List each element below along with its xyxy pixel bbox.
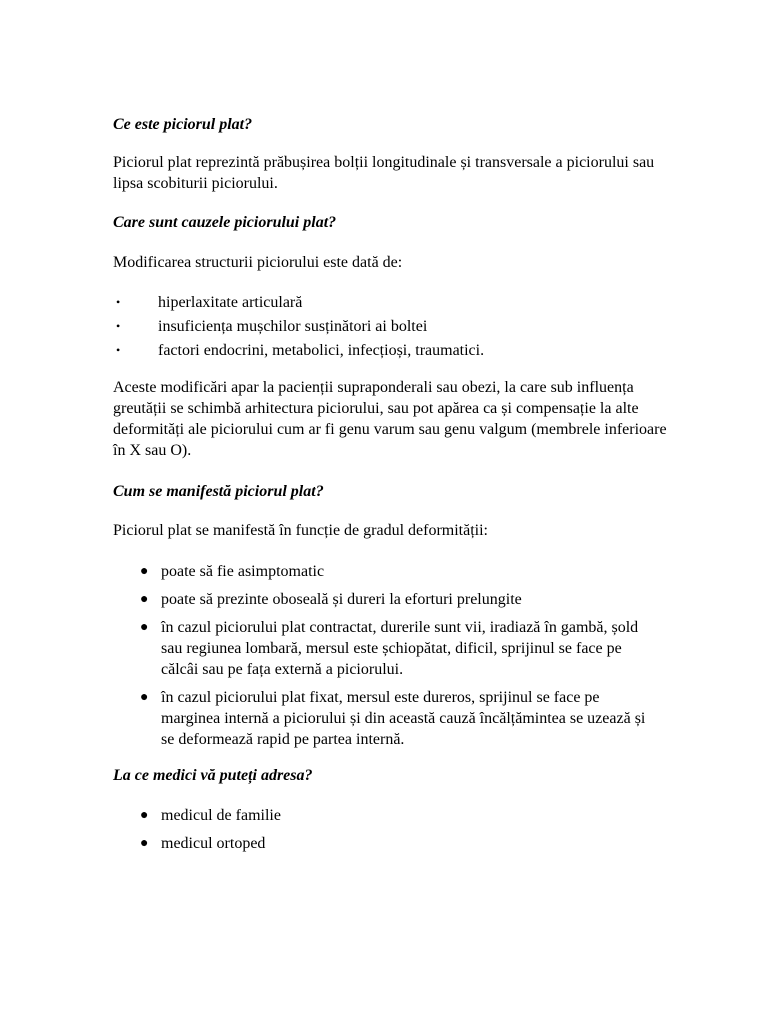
list-item-text: hiperlaxitate articulară (158, 294, 303, 311)
list-item-text: în cazul piciorului plat fixat, mersul este dureros, sprijinul se face pe marginea internă a piciorului și din această cauză încălțămintea se uzează și se deformează rapid pe partea internă. (161, 689, 646, 748)
bullet-icon: ● (140, 690, 149, 705)
paragraph-manifestation-intro: Piciorul plat se manifestă în funcție de gradul deformității: (113, 522, 488, 539)
heading-causes: Care sunt cauzele piciorului plat? (113, 214, 337, 231)
heading-manifestation: Cum se manifestă piciorul plat? (113, 483, 324, 500)
paragraph-modifications: Aceste modificări apar la pacienții supraponderali sau obezi, la care sub influența greutății se schimbă arhitectura piciorului, sau pot apărea ca și compensație la alte deformități ale piciorului cum ar fi genu varum sau genu valgum (membrele inferioare în X sau O). (113, 379, 667, 459)
list-item-text: medicul ortoped (161, 835, 266, 852)
list-item-text: poate să prezinte oboseală și dureri la eforturi prelungite (161, 591, 522, 608)
heading-doctors: La ce medici vă puteți adresa? (113, 767, 313, 784)
list-item (113, 292, 673, 316)
bullet-icon: • (116, 319, 121, 333)
bullet-icon: ● (140, 808, 149, 823)
list-item-text: factori endocrini, metabolici, infecțioși, traumatici. (158, 342, 485, 359)
list-item-text: în cazul piciorului plat contractat, durerile sunt vii, iradiază în gambă, șold sau regiunea lombară, mersul este șchiopătat, dificil, sprijinul se face pe călcâi sau pe fața externă a piciorului. (161, 619, 639, 678)
heading-what-is-flat-foot: Ce este piciorul plat? (113, 116, 253, 133)
symptoms-list (137, 561, 657, 757)
list-item (137, 561, 657, 582)
list-item-text: insuficiența mușchilor susținători ai boltei (158, 318, 428, 335)
bullet-icon: • (116, 295, 121, 309)
bullet-icon: ● (140, 620, 149, 635)
bullet-icon: ● (140, 836, 149, 851)
list-item (137, 687, 657, 750)
bullet-icon: • (116, 343, 121, 357)
paragraph-definition: Piciorul plat reprezintă prăbușirea bolții longitudinale și transversale a piciorului sau lipsa scobiturii piciorului. (113, 154, 655, 192)
list-item (113, 316, 673, 340)
bullet-icon: ● (140, 564, 149, 579)
list-item-text: poate să fie asimptomatic (161, 563, 325, 580)
doctors-list (137, 805, 657, 861)
bullet-icon: ● (140, 592, 149, 607)
paragraph-causes-intro: Modificarea structurii piciorului este dată de: (113, 254, 403, 271)
list-item (113, 340, 673, 364)
list-item (137, 833, 657, 854)
list-item (137, 589, 657, 610)
list-item (137, 617, 657, 680)
list-item-text: medicul de familie (161, 807, 281, 824)
causes-list (113, 292, 673, 364)
list-item (137, 805, 657, 826)
